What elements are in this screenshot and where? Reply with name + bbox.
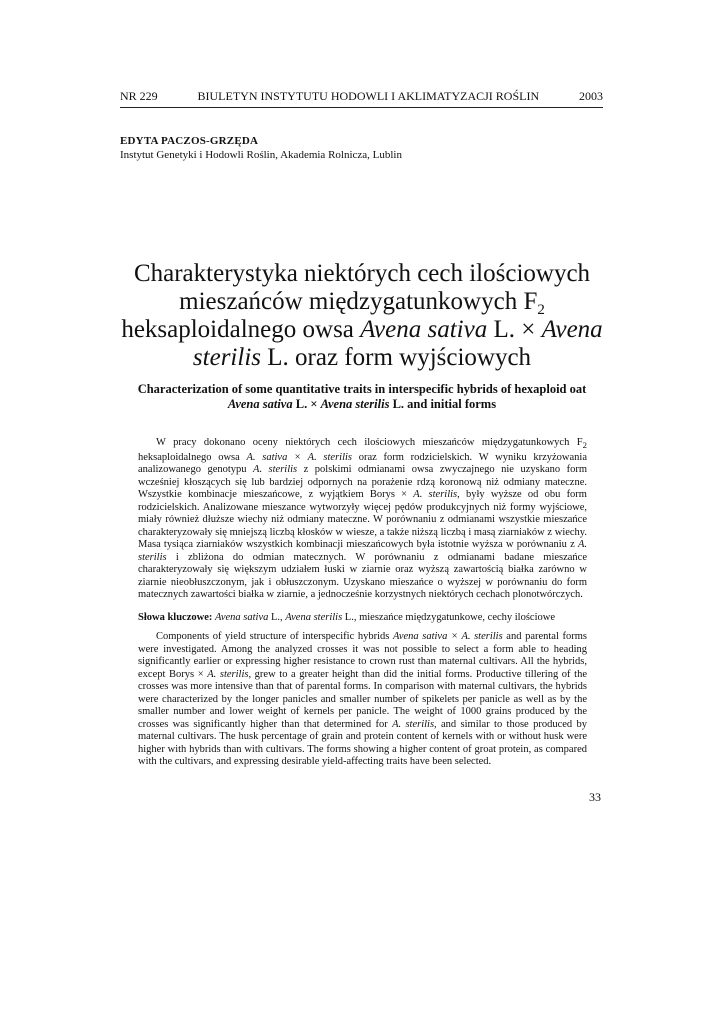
abstract-text: and parental forms were investigated. Among the analyzed crosses it was not possible to select a form able to heading significantly earlier or expressing higher resistance to crown rust than maternal cultivars. All the hybrids, except Borys × (138, 631, 587, 680)
keyword-species: Avena sativa (215, 612, 269, 623)
keywords-label: Słowa kluczowe: (138, 612, 213, 623)
keywords-text: L., mieszańce międzygatunkowe, cechy ilościowe (342, 612, 556, 623)
running-header (120, 88, 603, 108)
abstract-species: A. sterilis (392, 718, 435, 730)
subtitle-species: Avena sativa (227, 397, 293, 411)
subtitle-species: Avena sterilis (320, 397, 390, 411)
subtitle-text: L. and initial forms (389, 397, 497, 411)
subtitle-line-1: Characterization of some quantitative traits in interspecific hybrids of hexaploid oat (137, 382, 587, 396)
issue-number: NR 229 (120, 89, 158, 103)
title-species: Avena (541, 316, 603, 343)
title-line-3 (120, 316, 604, 344)
journal-name: BIULETYN INSTYTUTU HODOWLI I AKLIMATYZACJI ROŚLIN (197, 89, 540, 103)
abstract-text: , były wyższe od obu form rodzicielskich. Analizowane mieszance wytworzyły więcej pędów produkcyjnych niż formy wyjściowe, miały również dłuższe wiechy niż odmiany mateczne. W porównaniu z odmianami wszystkie mieszańce charakteryzowały się mniejszą liczbą kłosków w wiesze, a także niższą liczbą i masą ziarniaków z wiechy. Masa tysiąca ziarniaków wszystkich kombinacji mieszańcowych była istotnie wyższa w porównaniu z (138, 489, 587, 551)
title-text: mieszańców międzygatunkowych F (179, 288, 538, 315)
publication-year: 2003 (578, 89, 603, 103)
abstract-text: i zbliżona do odmian matecznych. W porównaniu z odmianami badane mieszańce charakteryzowały się większym udziałem łuski w ziarnie oraz wyższą zawartością białka zarówno w ziarnie nieobłuszczonym, jak i obłuszczonym. Uzyskano mieszańce o wyższej w porównaniu do form matecznych zawartości białka w ziarnie, a jednocześnie korzystnych niektórych cechach plonotwórczych. (138, 551, 587, 601)
abstract-subscript: 2 (582, 440, 587, 451)
abstract-text: , grew to a greater height than did the initial forms. Productive tillering of the crosses was more intensive than that of parental forms. In comparison with maternal cultivars, the hybrids were characterized by the longer panicles and smaller number of spikelets per panicle as well as by the smaller number and lower weight of kernels per panicle. The weight of 1000 grains produced by the crosses was significantly higher than that determined for (138, 668, 587, 730)
abstract-english (138, 631, 587, 769)
title-species: sterilis (192, 344, 261, 371)
keyword-species: Avena sterilis (285, 612, 343, 623)
abstract-species: A. sterilis (138, 539, 587, 563)
abstract-species: A. sterilis (413, 489, 458, 501)
abstract-text: oraz form rodzicielskich. W wyniku krzyżowania analizowanego genotypu (138, 451, 587, 476)
abstract-text: W pracy dokonano oceny niektórych cech ilościowych mieszańców międzygatunkowych F (156, 437, 583, 448)
abstract-species: Avena sativa × A. sterilis (392, 631, 503, 642)
page-number: 33 (589, 790, 601, 804)
author-name: EDYTA PACZOS-GRZĘDA (120, 135, 259, 147)
title-text: L. oraz form wyjściowych (261, 344, 532, 371)
abstract-species: A. sterilis (207, 668, 249, 680)
abstract-species: A. sterilis (253, 464, 298, 476)
title-text: L. × (487, 316, 542, 343)
abstract-species: A. sativa × A. sterilis (246, 451, 353, 463)
abstract-polish (138, 437, 587, 602)
abstract-english-paragraph (138, 631, 587, 769)
title-english (120, 382, 604, 412)
title-line-2 (120, 288, 604, 316)
title-species: Avena sativa (360, 316, 488, 343)
author-affiliation: Instytut Genetyki i Hodowli Roślin, Akademia Rolnicza, Lublin (120, 149, 402, 161)
abstract-polish-paragraph (138, 437, 587, 602)
title-polish (120, 260, 604, 372)
subtitle-line-2 (120, 397, 604, 412)
keywords (138, 612, 587, 625)
keywords-text: L., (268, 612, 286, 623)
abstract-text: z polskimi odmianami owsa zwyczajnego nie uzyskano form wcześniej kłoszących się lub bardziej odpornych na porażenie rdzą koronową niż odmiany mateczne. Wszystkie kombinacje mieszańcowe, z wyjątkiem Borys × (138, 464, 587, 501)
title-subscript: 2 (537, 302, 545, 318)
subtitle-text: L. × (292, 397, 321, 411)
abstract-text: , and similar to those produced by maternal cultivars. The husk percentage of grain and protein content of kernels with or without husk were higher with hybrids than with cultivars. The forms showing a higher content of groat protein, as compared with the cultivars, and expressing desirable yield-affecting traits have been selected. (138, 718, 587, 767)
title-text: heksaploidalnego owsa (121, 316, 361, 343)
author-block (120, 134, 600, 162)
abstract-text: Components of yield structure of interspecific hybrids (156, 631, 393, 642)
title-line-4 (120, 344, 604, 372)
abstract-text: heksaploidalnego owsa (138, 451, 247, 463)
title-line-1: Charakterystyka niektórych cech ilościowych (133, 260, 591, 287)
